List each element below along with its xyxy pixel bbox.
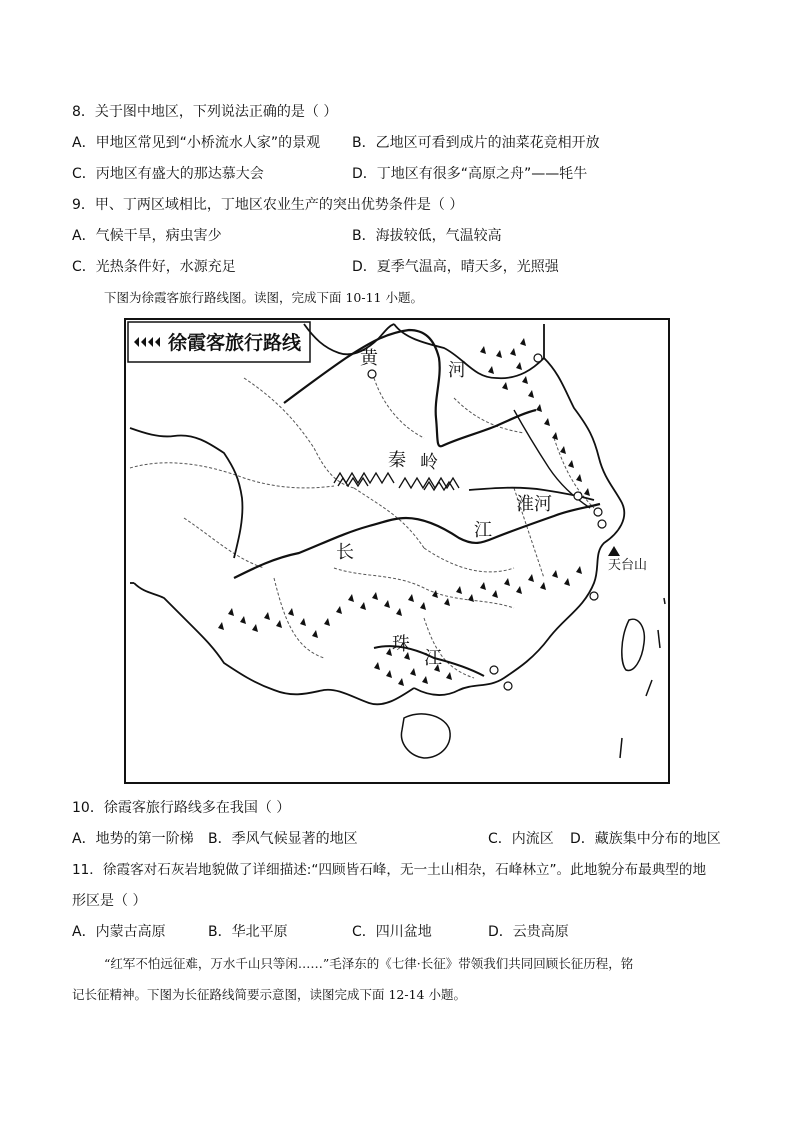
q11-option-a: A．内蒙古高原 — [72, 924, 166, 940]
q8-option-b: B．乙地区可看到成片的油菜花竞相开放 — [352, 135, 600, 151]
q10-option-b: B．季风气候显著的地区 — [208, 831, 358, 847]
q9-option-d: D．夏季气温高，晴天多，光照强 — [352, 259, 559, 275]
q9-stem: 9．甲、丁两区域相比，丁地区农业生产的突出优势条件是（ ） — [72, 197, 464, 213]
label-huang: 黄 — [360, 348, 378, 369]
q8-stem: 8．关于图中地区，下列说法正确的是（ ） — [72, 104, 338, 120]
label-qin: 秦 — [388, 450, 406, 471]
q8-option-d: D．丁地区有很多“高原之舟”——牦牛 — [352, 166, 588, 182]
xu-xiake-route-map — [124, 318, 670, 784]
island-mark-4 — [664, 598, 665, 604]
q11-stem-line1: 11．徐霞客对石灰岩地貌做了详细描述:“四顾皆石峰，无一土山相杂，石峰林立”。此地貌分布最典型的地 — [72, 862, 707, 878]
label-chang: 长 — [336, 542, 354, 563]
q11-option-b: B．华北平原 — [208, 924, 288, 940]
label-jiang: 江 — [474, 520, 492, 541]
map-legend — [128, 322, 310, 362]
q11-option-c: C．四川盆地 — [352, 924, 432, 940]
label-ling: 岭 — [420, 452, 438, 473]
label-jiang-2: 江 — [424, 648, 442, 669]
q8-option-c: C．丙地区有盛大的那达慕大会 — [72, 166, 264, 182]
q11-option-d: D．云贵高原 — [488, 924, 569, 940]
label-tiantai: 天台山 — [608, 558, 648, 573]
q10-option-d: D．藏族集中分布的地区 — [570, 831, 721, 847]
intro-12-14-line1: “红军不怕远征难，万水千山只等闲……”毛泽东的《七律·长征》带领我们共同回顾长征历程，铭 — [104, 956, 634, 971]
legend-title: 徐霞客旅行路线 — [168, 332, 302, 354]
label-zhu: 珠 — [392, 634, 410, 655]
q10-option-c: C．内流区 — [488, 831, 554, 847]
q9-option-a: A．气候干旱，病虫害少 — [72, 228, 222, 244]
label-he: 河 — [448, 360, 466, 381]
intro-10-11: 下图为徐霞客旅行路线图。读图，完成下面 10-11 小题。 — [104, 290, 423, 305]
q8-option-a: A．甲地区常见到“小桥流水人家”的景观 — [72, 135, 321, 151]
intro-12-14-line2: 记长征精神。下图为长征路线简要示意图，读图完成下面 12-14 小题。 — [72, 987, 466, 1002]
label-huaihe: 淮河 — [516, 494, 552, 515]
q9-option-b: B．海拔较低，气温较高 — [352, 228, 502, 244]
q11-stem-line2: 形区是（ ） — [72, 893, 147, 909]
q10-option-a: A．地势的第一阶梯 — [72, 831, 194, 847]
q10-stem: 10．徐霞客旅行路线多在我国（ ） — [72, 800, 291, 816]
q9-option-c: C．光热条件好，水源充足 — [72, 259, 236, 275]
map-frame — [125, 319, 669, 783]
